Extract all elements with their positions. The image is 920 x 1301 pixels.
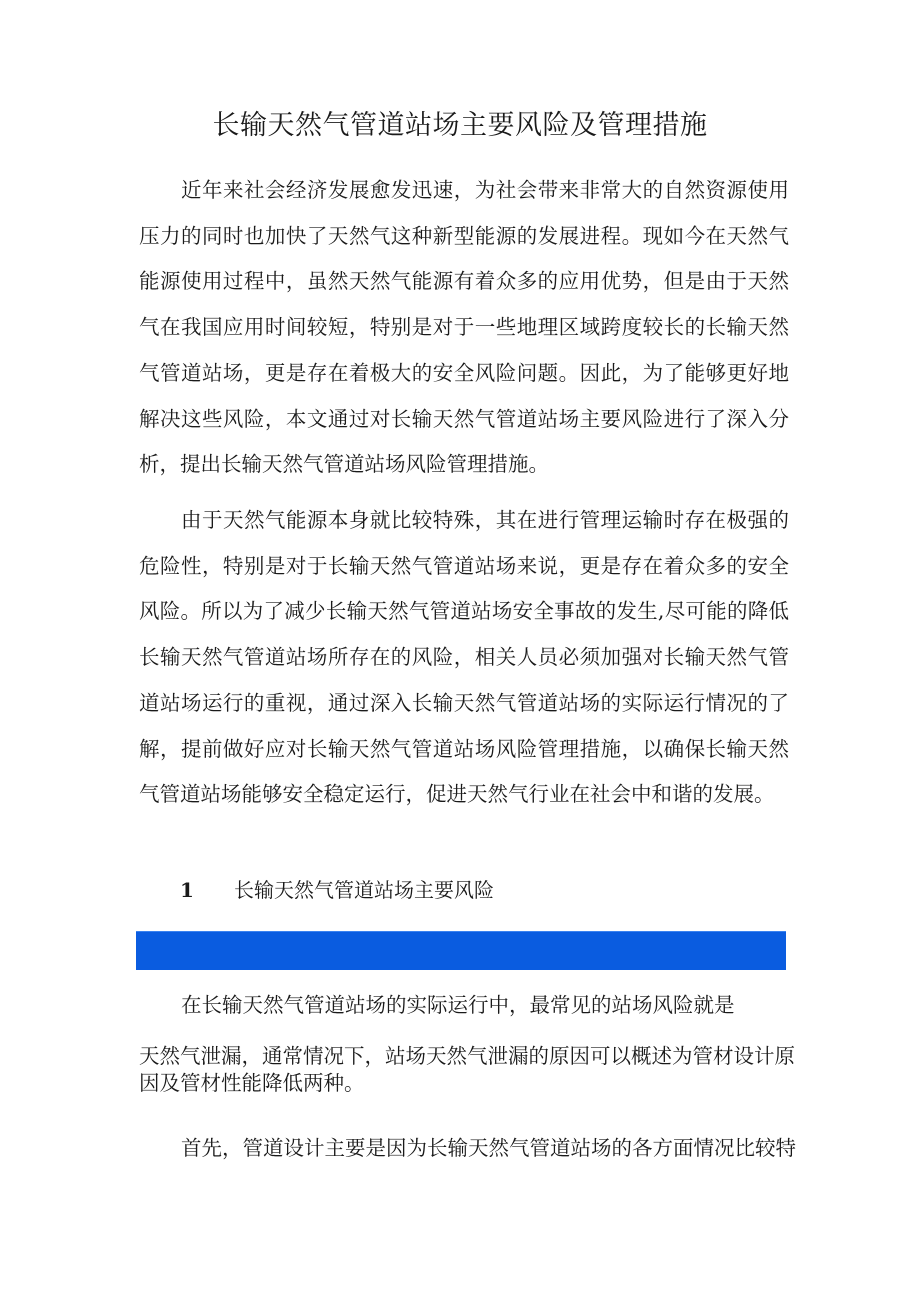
intro-paragraph: 近年来社会经济发展愈发迅速，为社会带来非常大的自然资源使用压力的同时也加快了天然气这种新型能源的发展进程。现如今在天然气能源使用过程中，虽然天然气能源有着众多的应用优势，但是由于天然气在我国应用时间较短，特别是对于一些地理区域跨度较长的长输天然气管道站场，更是存在着极大的安全风险问题。因此，为了能够更好地解决这些风险，本文通过对长输天然气管道站场主要风险进行了深入分析，提出长输天然气管道站场风险管理措施。	[139, 178, 789, 477]
body-line: 在长输天然气管道站场的实际运行中，最常见的站场风险就是	[181, 993, 735, 1017]
section-heading	[180, 870, 494, 910]
body-line: 首先，管道设计主要是因为长输天然气管道站场的各方面情况比较特	[181, 1136, 796, 1160]
highlight-bar	[136, 931, 786, 970]
section-number: 1	[180, 878, 194, 902]
section-heading-text: 长输天然气管道站场主要风险	[234, 878, 494, 902]
document-title: 长输天然气管道站场主要风险及管理措施	[212, 110, 708, 141]
body-line: 因及管材性能降低两种。	[139, 1071, 365, 1095]
body-line: 天然气泄漏，通常情况下，站场天然气泄漏的原因可以概述为管材设计原	[139, 1044, 795, 1068]
background-paragraph: 由于天然气能源本身就比较特殊，其在进行管理运输时存在极强的危险性，特别是对于长输天然气管道站场来说，更是存在着众多的安全风险。所以为了减少长输天然气管道站场安全事故的发生,尽可能的降低长输天然气管道站场所存在的风险，相关人员必须加强对长输天然气管道站场运行的重视，通过深入长输天然气管道站场的实际运行情况的了解，提前做好应对长输天然气管道站场风险管理措施，以确保长输天然气管道站场能够安全稳定运行，促进天然气行业在社会中和谐的发展。	[139, 508, 789, 807]
